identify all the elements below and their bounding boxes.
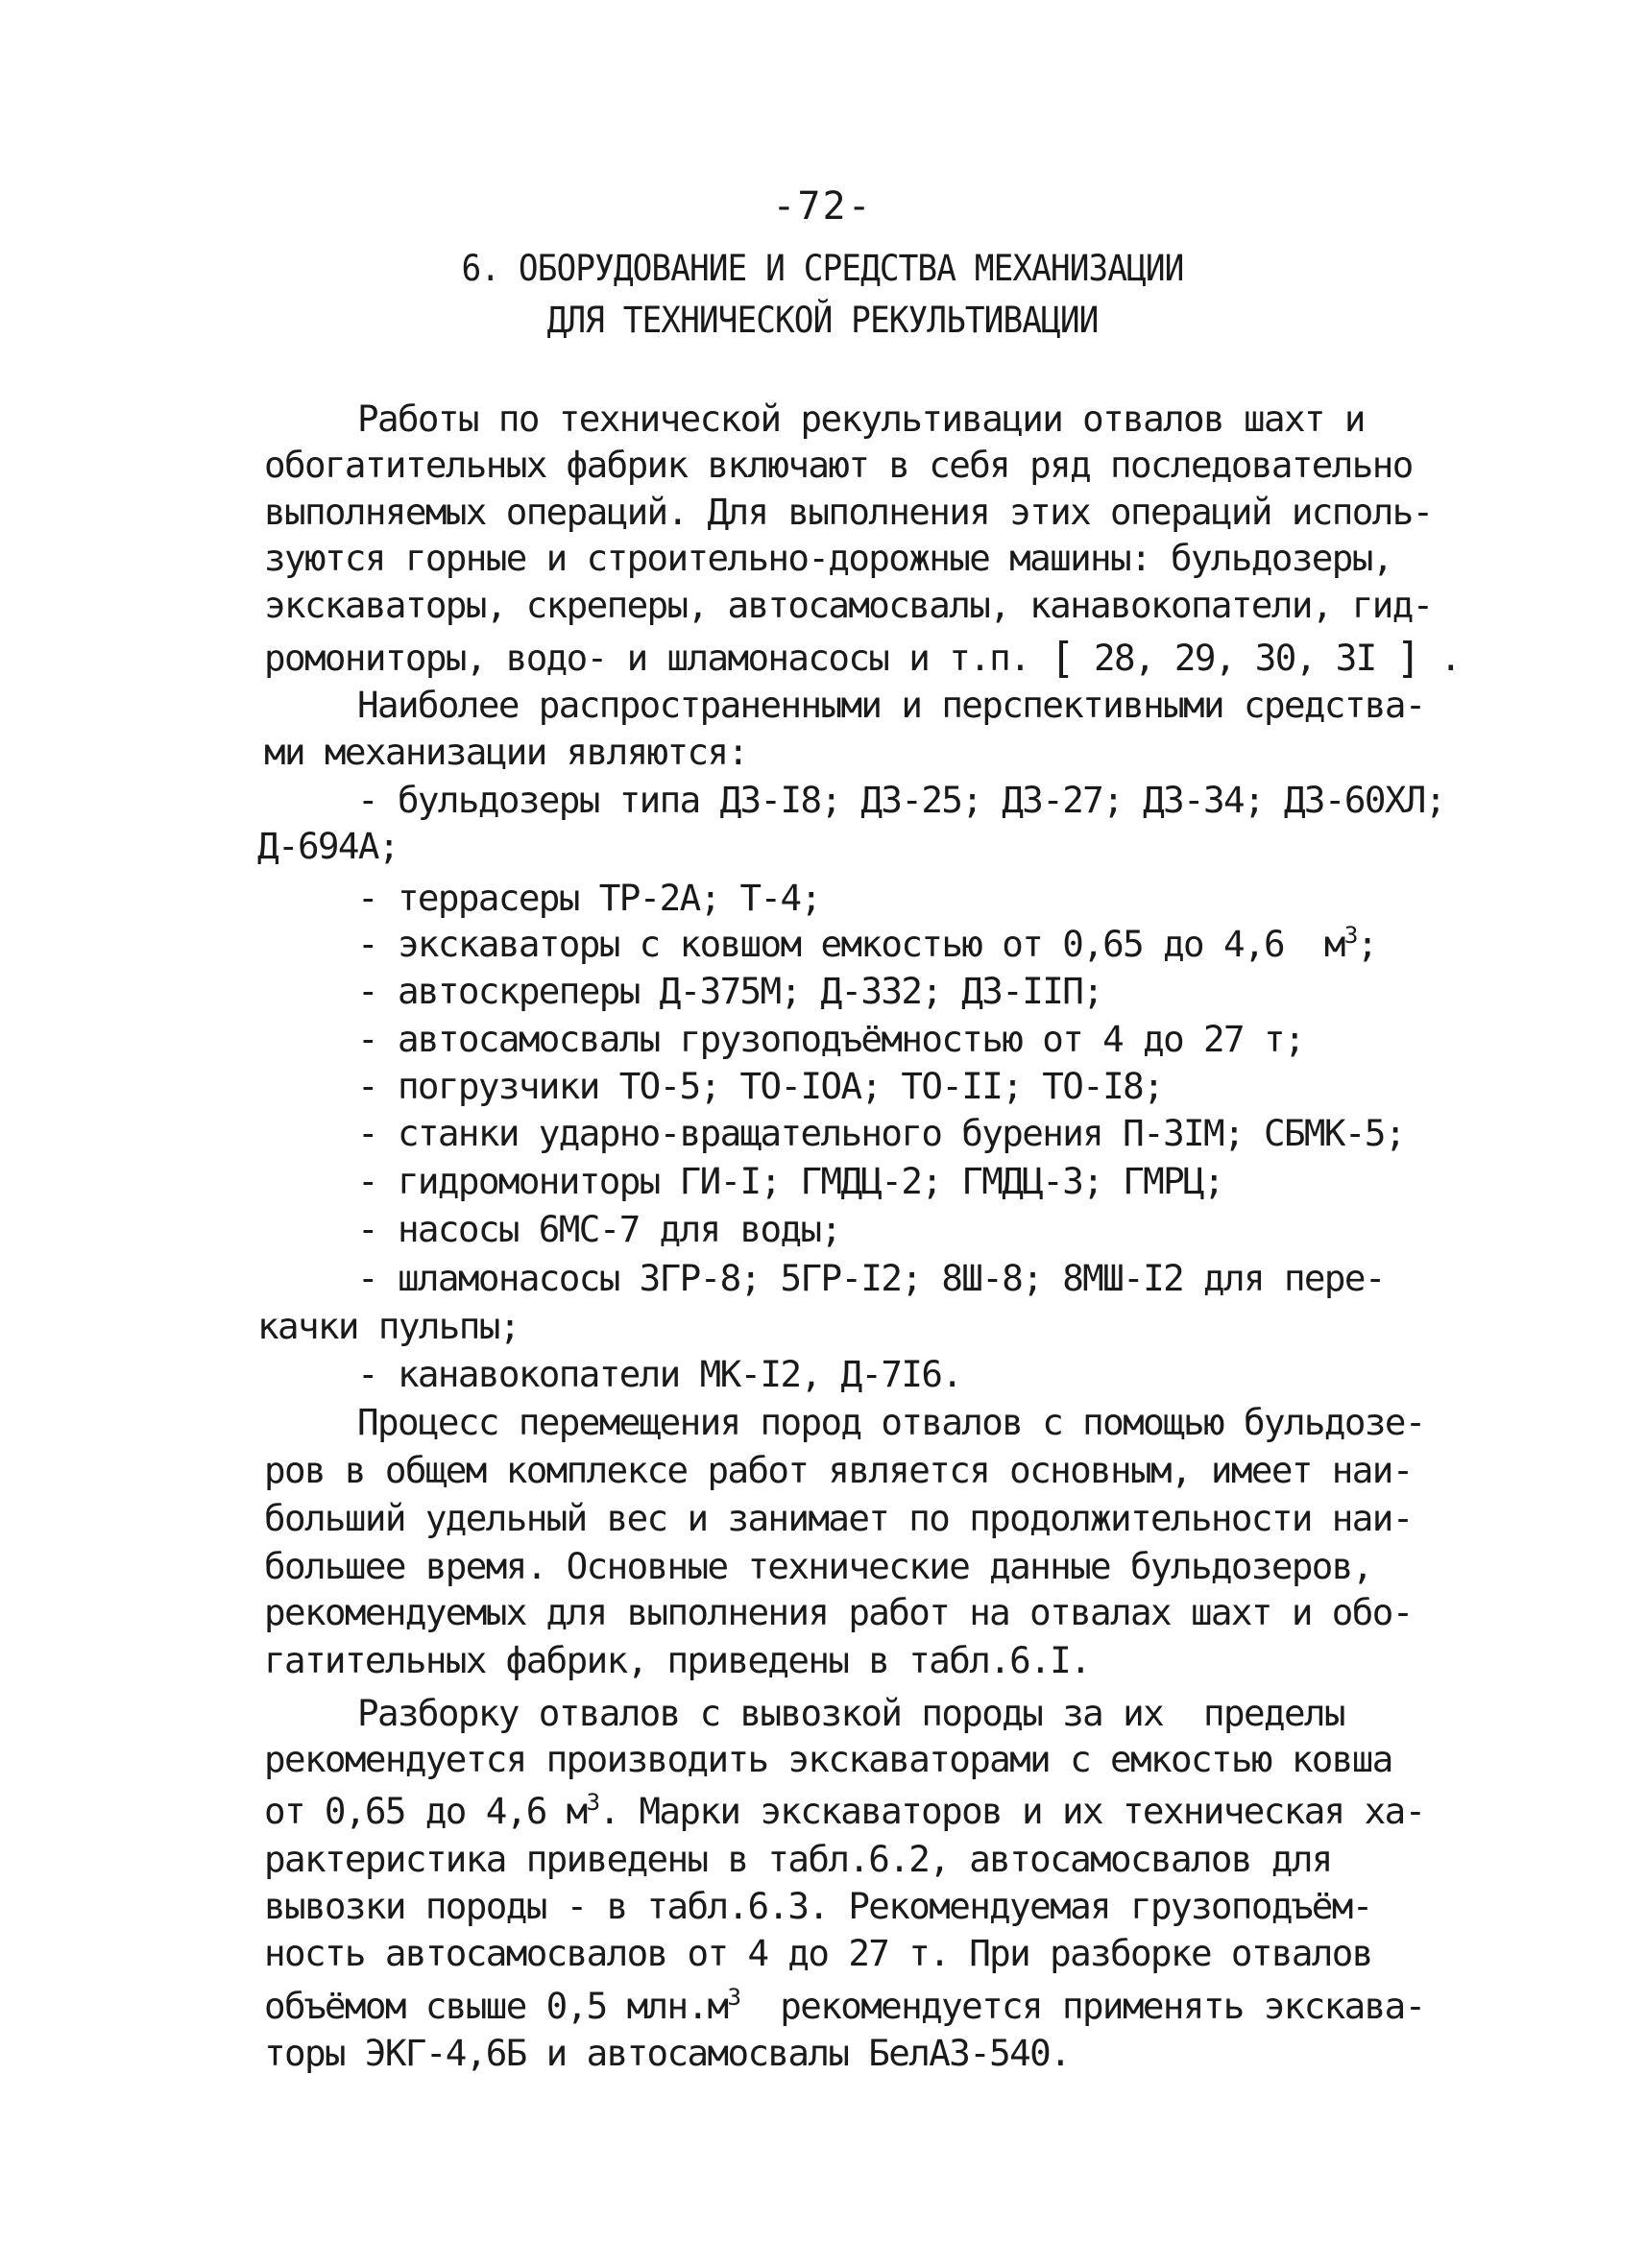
paragraph-line [264,1984,1425,2027]
paragraph-line-with-references [264,634,1461,683]
list-item: - гидромониторы ГИ-I; ГМДЦ-2; ГМДЦ-3; ГМРЦ; [357,1160,1224,1202]
section-heading-line-2: ДЛЯ ТЕХНИЧЕСКОЙ РЕКУЛЬТИВАЦИИ [546,300,1099,341]
paragraph-line: Наиболее распространенными и перспективными средства- [357,684,1425,726]
paragraph-text: объёмом свыше 0,5 млн.м [264,1985,728,2027]
list-item: - автоскреперы Д-375М; Д-332; ДЗ-IIП; [357,970,1103,1012]
paragraph-text: ромониторы, водо- и шламонасосы и т.п. [264,637,1030,679]
paragraph-line: ми механизации являются: [264,731,748,773]
superscript: 3 [1343,922,1357,949]
section-heading-line-1: 6. ОБОРУДОВАНИЕ И СРЕДСТВА МЕХАНИЗАЦИИ [461,248,1184,289]
list-item-continuation: качки пульпы; [257,1305,520,1347]
superscript: 3 [586,1789,599,1816]
list-item: - канавокопатели МК-I2, Д-7I6. [357,1353,962,1395]
paragraph-text: от 0,65 до 4,6 м [264,1790,587,1832]
paragraph-line: большее время. Основные технические данные бульдозеров, [264,1545,1372,1587]
list-item: - погрузчики ТО-5; ТО-IОА; ТО-II; ТО-I8; [357,1065,1164,1107]
reference-bracket-open: [ [1050,634,1074,683]
paragraph-line: вывозки породы - в табл.6.3. Рекомендуемая грузоподъём- [264,1885,1372,1927]
list-item: - станки ударно-вращательного бурения П-3IМ; СБМК-5; [357,1112,1405,1154]
paragraph-line: Работы по технической рекультивации отвалов шахт и [357,398,1365,440]
paragraph-line: выполняемых операций. Для выполнения этих операций исполь- [264,491,1433,533]
paragraph-line [264,1789,1425,1832]
sentence-end: . [1439,637,1461,679]
list-item-end: ; [1356,923,1377,965]
paragraph-line: Процесс перемещения пород отвалов с помощью бульдозе- [357,1401,1425,1443]
paragraph-line: Разборку отвалов с вывозкой породы за их пределы [357,1692,1344,1734]
paragraph-line: экскаваторы, скреперы, автосамосвалы, канавокопатели, гид- [264,584,1433,626]
paragraph-line: зуются горные и строительно-дорожные машины: бульдозеры, [264,537,1392,579]
list-item: - бульдозеры типа ДЗ-I8; ДЗ-25; ДЗ-27; ДЗ-34; ДЗ-60ХЛ; [357,779,1445,821]
list-item-text: - экскаваторы с ковшом емкостью от 0,65 до 4,6 м [357,923,1344,965]
paragraph-text: . Марки экскаваторов и их техническая ха- [598,1790,1425,1832]
list-item: - автосамосвалы грузоподъёмностью от 4 до 27 т; [357,1018,1304,1060]
reference-list: 28, 29, 30, 3I [1074,637,1396,679]
paragraph-line: торы ЭКГ-4,6Б и автосамосвалы БелАЗ-540. [264,2032,1071,2074]
paragraph-text: рекомендуется применять экскава- [739,1985,1425,2027]
list-item: - шламонасосы 3ГР-8; 5ГР-I2; 8Ш-8; 8МШ-I2 для пере- [357,1257,1385,1299]
paragraph-line: гатительных фабрик, приведены в табл.6.I. [264,1639,1091,1681]
paragraph-line: рекомендуемых для выполнения работ на отвалах шахт и обо- [264,1591,1413,1633]
reference-bracket-close: ] [1395,634,1420,683]
page-number: -72- [772,184,873,229]
paragraph-line: рактеристика приведены в табл.6.2, автосамосвалов для [264,1838,1332,1880]
paragraph-line: обогатительных фабрик включают в себя ряд последовательно [264,444,1413,486]
paragraph-line: больший удельный вес и занимает по продолжительности наи- [264,1497,1413,1539]
list-item: - насосы 6МС-7 для воды; [357,1208,841,1250]
list-item-continuation: Д-694А; [257,825,399,867]
paragraph-line: ность автосамосвалов от 4 до 27 т. При разборке отвалов [264,1932,1372,1974]
list-item [357,922,1377,965]
paragraph-line: ров в общем комплексе работ является основным, имеет наи- [264,1449,1413,1491]
list-item: - террасеры ТР-2А; Т-4; [357,877,821,919]
paragraph-line: рекомендуется производить экскаваторами с емкостью ковша [264,1738,1392,1780]
superscript: 3 [727,1984,740,2011]
